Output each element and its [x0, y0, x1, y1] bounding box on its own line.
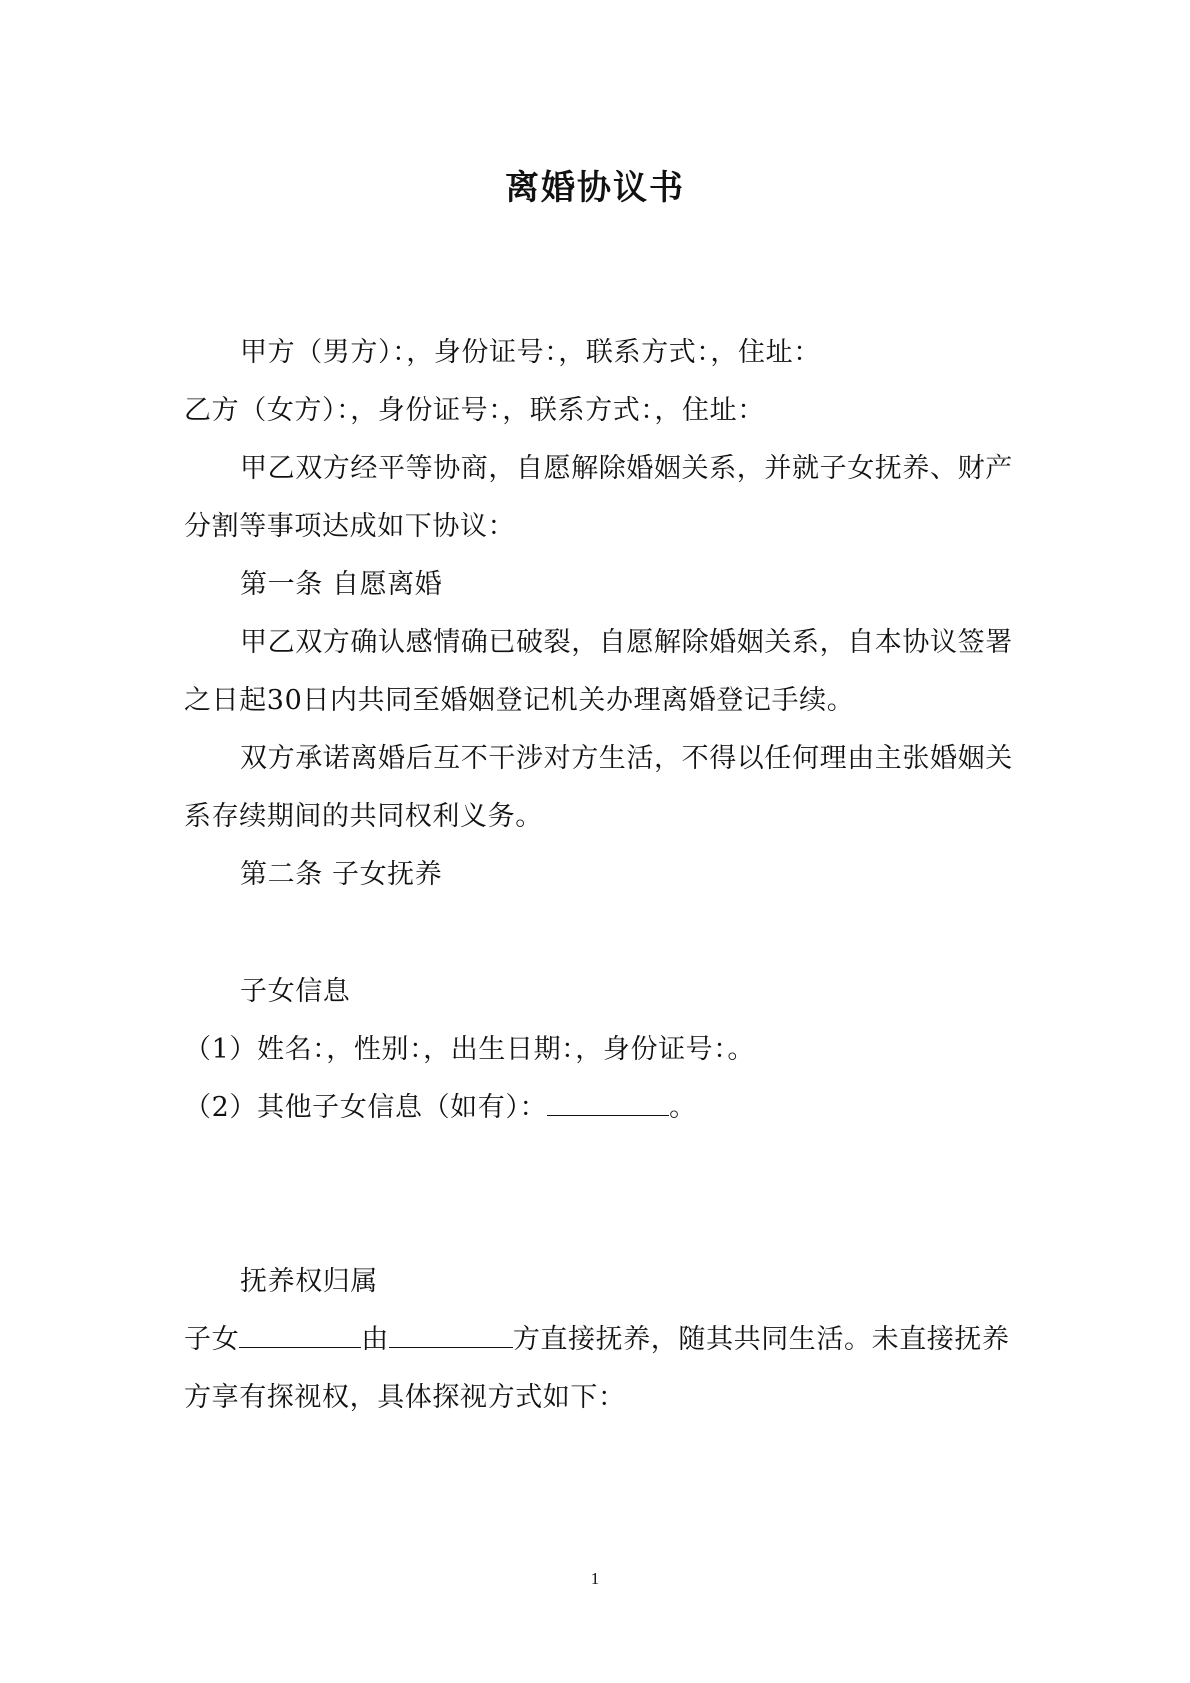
- child-name-blank[interactable]: [239, 1321, 361, 1348]
- custody-line-1: [184, 1320, 1014, 1360]
- custody-text-children: 子女: [184, 1324, 240, 1355]
- intro-paragraph-line-2: 分割等事项达成如下协议：: [184, 511, 516, 542]
- intro-paragraph-line-1: 甲乙双方经平等协商，自愿解除婚姻关系，并就子女抚养、财产: [240, 453, 1013, 484]
- article-2-heading: 第二条 子女抚养: [240, 859, 443, 890]
- article-1-heading: 第一条 自愿离婚: [240, 569, 443, 600]
- custody-line-2: 方享有探视权，具体探视方式如下：: [184, 1382, 626, 1413]
- article-1-paragraph-1-line-2: 之日起30日内共同至婚姻登记机关办理离婚登记手续。: [184, 685, 855, 716]
- custody-heading: 抚养权归属: [240, 1266, 378, 1297]
- custody-text-rest: 方直接抚养，随其共同生活。未直接抚养: [512, 1324, 1010, 1355]
- party-b-line: 乙方（女方）：，身份证号：，联系方式：，住址：: [184, 395, 765, 426]
- other-children-blank[interactable]: [547, 1089, 669, 1116]
- custody-text-by: 由: [361, 1324, 389, 1355]
- custodial-party-blank[interactable]: [389, 1321, 513, 1348]
- document-title: 离婚协议书: [505, 168, 685, 208]
- child-2-info: [184, 1088, 1014, 1128]
- page-number: 1: [590, 1569, 600, 1588]
- article-1-paragraph-1-line-1: 甲乙双方确认感情确已破裂，自愿解除婚姻关系，自本协议签署: [240, 627, 1013, 658]
- child-2-label: （2）其他子女信息（如有）：: [184, 1092, 548, 1123]
- party-a-line: 甲方（男方）：，身份证号：，联系方式：，住址：: [240, 337, 821, 368]
- article-1-paragraph-2-line-2: 系存续期间的共同权利义务。: [184, 801, 543, 832]
- article-1-paragraph-2-line-1: 双方承诺离婚后互不干涉对方生活，不得以任何理由主张婚姻关: [240, 743, 1013, 774]
- child-2-period: 。: [669, 1092, 697, 1123]
- child-1-info: （1）姓名：，性别：，出生日期：，身份证号：。: [184, 1034, 755, 1065]
- children-info-heading: 子女信息: [240, 976, 351, 1007]
